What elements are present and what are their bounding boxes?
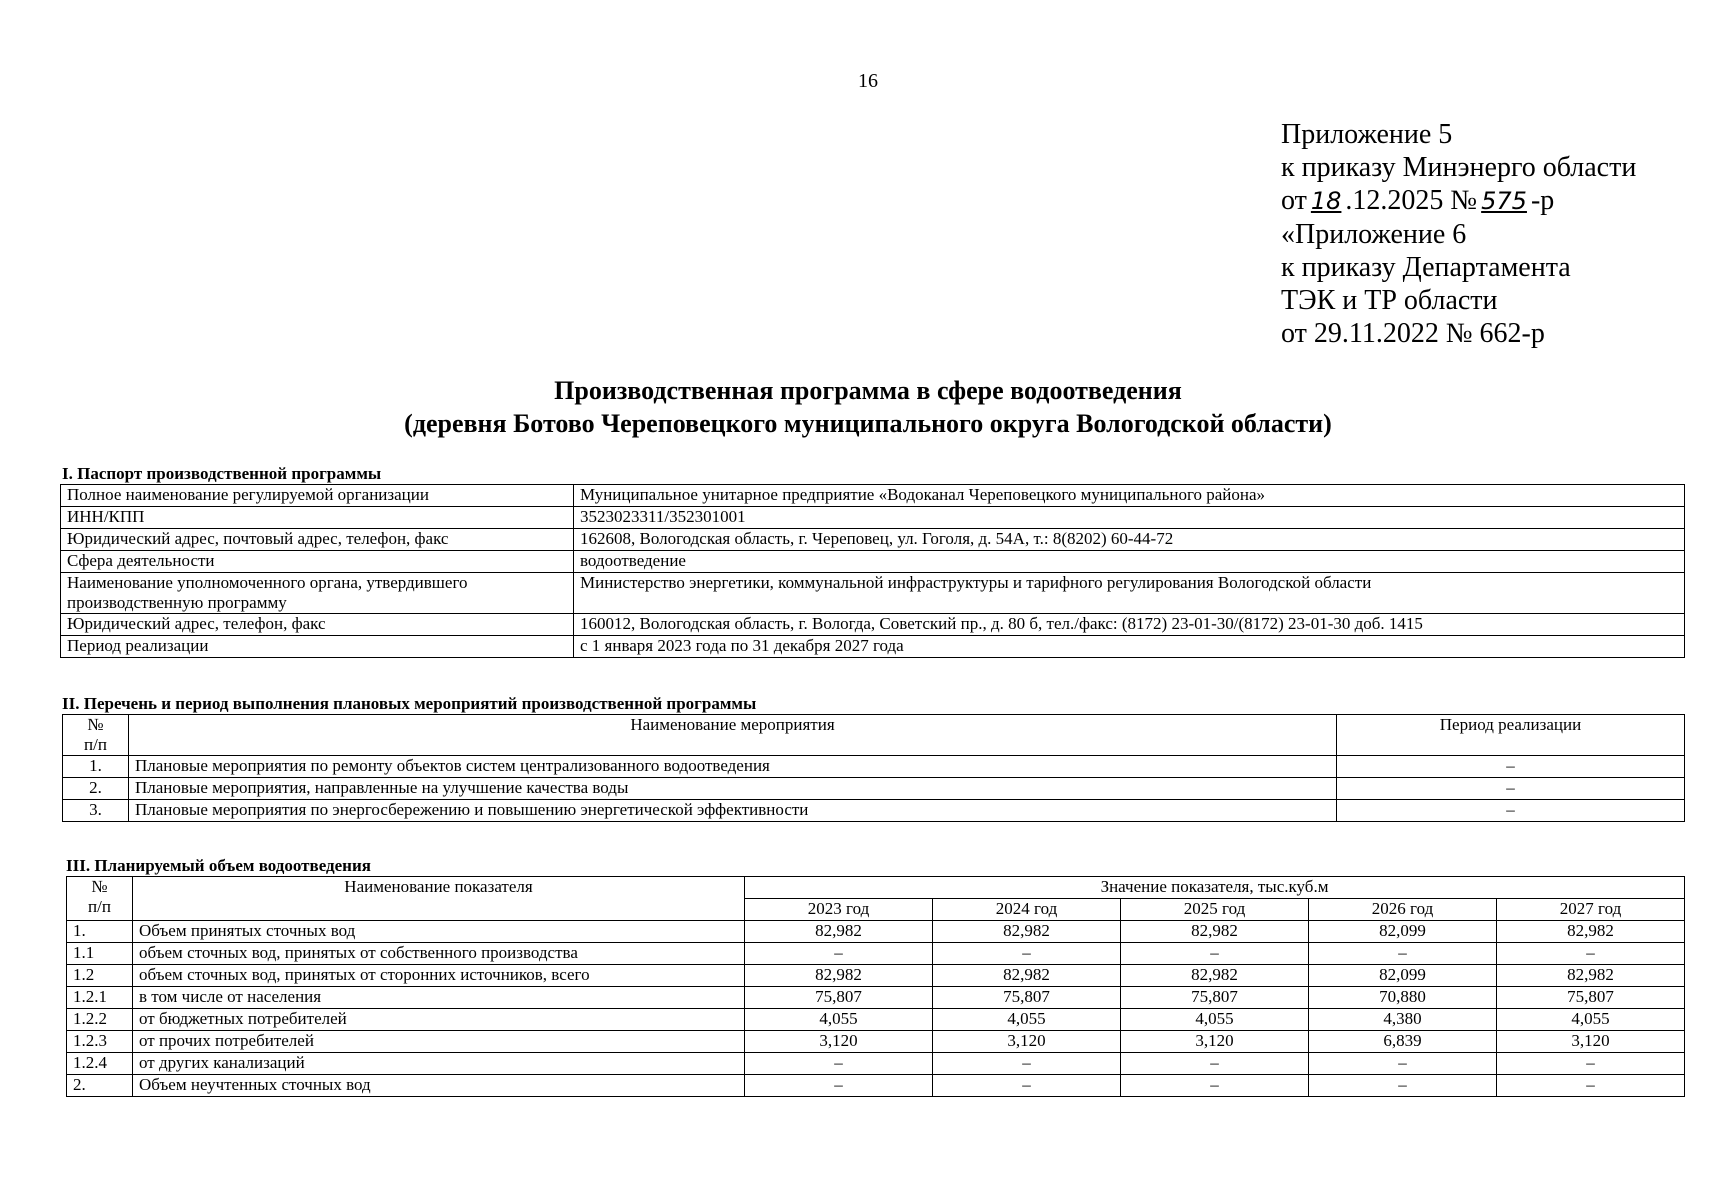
appendix-line-mid: .12.2025 № (1345, 185, 1478, 216)
row-number: 1.2.1 (67, 987, 133, 1009)
row-number: 1. (63, 756, 129, 778)
activity-period: – (1337, 778, 1685, 800)
row-number: 1.2.2 (67, 1009, 133, 1031)
passport-value: Муниципальное унитарное предприятие «Водоканал Череповецкого муниципального района» (574, 485, 1685, 507)
col-header-year: 2024 год (933, 899, 1121, 921)
table-row (61, 507, 1685, 529)
passport-label: Сфера деятельности (61, 551, 574, 573)
indicator-value: 82,982 (745, 921, 933, 943)
appendix-line: «Приложение 6 (1281, 219, 1467, 250)
passport-value: 160012, Вологодская область, г. Вологда, Советский пр., д. 80 б, тел./факс: (8172) 23-01-30/(8172) 23-01-30 доб. 1415 (574, 614, 1685, 636)
indicator-value: 4,055 (933, 1009, 1121, 1031)
indicator-name: от бюджетных потребителей (133, 1009, 745, 1031)
indicator-value: – (1121, 1053, 1309, 1075)
table-row (67, 1031, 1685, 1053)
col-header-year: 2023 год (745, 899, 933, 921)
handwritten-day: 18 (1310, 187, 1342, 215)
indicator-value: – (745, 943, 933, 965)
indicator-value: 3,120 (933, 1031, 1121, 1053)
indicator-value: – (745, 1053, 933, 1075)
indicator-value: – (933, 943, 1121, 965)
indicator-value: – (933, 1075, 1121, 1097)
page-number: 16 (858, 70, 878, 92)
indicator-value: 75,807 (1497, 987, 1685, 1009)
indicator-value: – (1309, 1075, 1497, 1097)
indicator-value: 4,055 (1497, 1009, 1685, 1031)
passport-table (60, 484, 1685, 658)
col-header-year: 2026 год (1309, 899, 1497, 921)
col-header-num (63, 715, 129, 756)
activity-period: – (1337, 756, 1685, 778)
activity-name: Плановые мероприятия, направленные на улучшение качества воды (129, 778, 1337, 800)
indicator-value: 82,982 (1121, 965, 1309, 987)
indicator-value: 75,807 (933, 987, 1121, 1009)
section-3-heading: III. Планируемый объем водоотведения (66, 856, 371, 875)
indicator-value: 82,982 (1497, 921, 1685, 943)
table-row (61, 529, 1685, 551)
indicator-value: – (1497, 943, 1685, 965)
appendix-line: к приказу Минэнерго области (1281, 152, 1637, 183)
activities-table (62, 714, 1685, 822)
table-row (61, 573, 1685, 614)
col-header-num (67, 877, 133, 921)
indicator-value: 75,807 (1121, 987, 1309, 1009)
indicator-value: – (745, 1075, 933, 1097)
passport-value: водоотведение (574, 551, 1685, 573)
indicator-value: 82,099 (1309, 965, 1497, 987)
table-row (67, 943, 1685, 965)
appendix-block (1281, 118, 1636, 350)
indicator-value: 75,807 (745, 987, 933, 1009)
passport-label: Юридический адрес, почтовый адрес, телефон, факс (61, 529, 574, 551)
table-row (67, 1053, 1685, 1075)
indicator-name: от прочих потребителей (133, 1031, 745, 1053)
indicator-value: 6,839 (1309, 1031, 1497, 1053)
table-row (67, 987, 1685, 1009)
indicator-name: Объем принятых сточных вод (133, 921, 745, 943)
activity-name: Плановые мероприятия по ремонту объектов систем централизованного водоотведения (129, 756, 1337, 778)
indicator-value: 3,120 (1497, 1031, 1685, 1053)
row-number: 1.1 (67, 943, 133, 965)
indicator-value: – (933, 1053, 1121, 1075)
table-row (61, 485, 1685, 507)
indicator-value: – (1121, 943, 1309, 965)
indicator-name: в том числе от населения (133, 987, 745, 1009)
passport-value: с 1 января 2023 года по 31 декабря 2027 года (574, 636, 1685, 658)
passport-label: Полное наименование регулируемой организации (61, 485, 574, 507)
col-header-year: 2027 год (1497, 899, 1685, 921)
indicator-value: – (1121, 1075, 1309, 1097)
indicator-value: 82,982 (933, 921, 1121, 943)
document-title (0, 374, 1736, 440)
indicator-value: 82,982 (1121, 921, 1309, 943)
volume-table (66, 876, 1685, 1097)
row-number: 2. (67, 1075, 133, 1097)
appendix-line: Приложение 5 (1281, 119, 1453, 150)
table-row (67, 1009, 1685, 1031)
col-header-year: 2025 год (1121, 899, 1309, 921)
indicator-value: 70,880 (1309, 987, 1497, 1009)
indicator-value: 3,120 (1121, 1031, 1309, 1053)
section-2-heading: II. Перечень и период выполнения плановых мероприятий производственной программы (62, 694, 757, 713)
col-header-num-line-2: п/п (84, 735, 107, 754)
indicator-value: 82,099 (1309, 921, 1497, 943)
passport-label: Период реализации (61, 636, 574, 658)
indicator-value: 82,982 (1497, 965, 1685, 987)
indicator-value: – (1497, 1075, 1685, 1097)
title-line-1: Производственная программа в сфере водоотведения (554, 376, 1182, 405)
table-row (61, 614, 1685, 636)
indicator-value: 4,055 (745, 1009, 933, 1031)
indicator-value: 3,120 (745, 1031, 933, 1053)
col-header-values: Значение показателя, тыс.куб.м (745, 877, 1685, 899)
passport-value: 162608, Вологодская область, г. Череповец, ул. Гоголя, д. 54А, т.: 8(8202) 60-44-72 (574, 529, 1685, 551)
appendix-order-line (1281, 184, 1636, 218)
col-header-indicator: Наименование показателя (133, 877, 745, 921)
table-row (61, 636, 1685, 658)
indicator-name: Объем неучтенных сточных вод (133, 1075, 745, 1097)
col-header-name: Наименование мероприятия (129, 715, 1337, 756)
passport-value: Министерство энергетики, коммунальной инфраструктуры и тарифного регулирования Вологодской области (574, 573, 1685, 614)
table-row (63, 778, 1685, 800)
section-1-heading: I. Паспорт производственной программы (62, 464, 382, 483)
passport-label: Наименование уполномоченного органа, утвердившего производственную программу (61, 573, 574, 614)
activity-name: Плановые мероприятия по энергосбережению и повышению энергетической эффективности (129, 800, 1337, 822)
table-row (61, 551, 1685, 573)
indicator-name: объем сточных вод, принятых от собственного производства (133, 943, 745, 965)
table-row (67, 1075, 1685, 1097)
indicator-value: – (1309, 1053, 1497, 1075)
row-number: 1.2.3 (67, 1031, 133, 1053)
table-row (67, 965, 1685, 987)
appendix-line-prefix: от (1281, 185, 1307, 216)
appendix-line: к приказу Департамента (1281, 252, 1571, 283)
passport-label: Юридический адрес, телефон, факс (61, 614, 574, 636)
row-number: 2. (63, 778, 129, 800)
row-number: 1.2.4 (67, 1053, 133, 1075)
indicator-value: – (1309, 943, 1497, 965)
passport-label: ИНН/КПП (61, 507, 574, 529)
appendix-line: ТЭК и ТР области (1281, 285, 1498, 316)
title-line-2: (деревня Ботово Череповецкого муниципального округа Вологодской области) (404, 409, 1332, 438)
indicator-value: 4,380 (1309, 1009, 1497, 1031)
appendix-line: от 29.11.2022 № 662-р (1281, 318, 1545, 349)
indicator-value: 4,055 (1121, 1009, 1309, 1031)
activity-period: – (1337, 800, 1685, 822)
indicator-value: 82,982 (933, 965, 1121, 987)
indicator-value: 82,982 (745, 965, 933, 987)
col-header-num-line-2: п/п (88, 897, 111, 916)
passport-value: 3523023311/352301001 (574, 507, 1685, 529)
table-row (67, 921, 1685, 943)
indicator-name: от других канализаций (133, 1053, 745, 1075)
col-header-num-line-1: № (87, 715, 104, 734)
indicator-value: – (1497, 1053, 1685, 1075)
row-number: 3. (63, 800, 129, 822)
table-row (63, 800, 1685, 822)
row-number: 1.2 (67, 965, 133, 987)
col-header-num-line-1: № (91, 877, 108, 896)
row-number: 1. (67, 921, 133, 943)
indicator-name: объем сточных вод, принятых от сторонних источников, всего (133, 965, 745, 987)
col-header-period: Период реализации (1337, 715, 1685, 756)
handwritten-number: 575 (1481, 187, 1527, 215)
table-row (63, 756, 1685, 778)
appendix-line-suffix: -р (1530, 185, 1555, 216)
